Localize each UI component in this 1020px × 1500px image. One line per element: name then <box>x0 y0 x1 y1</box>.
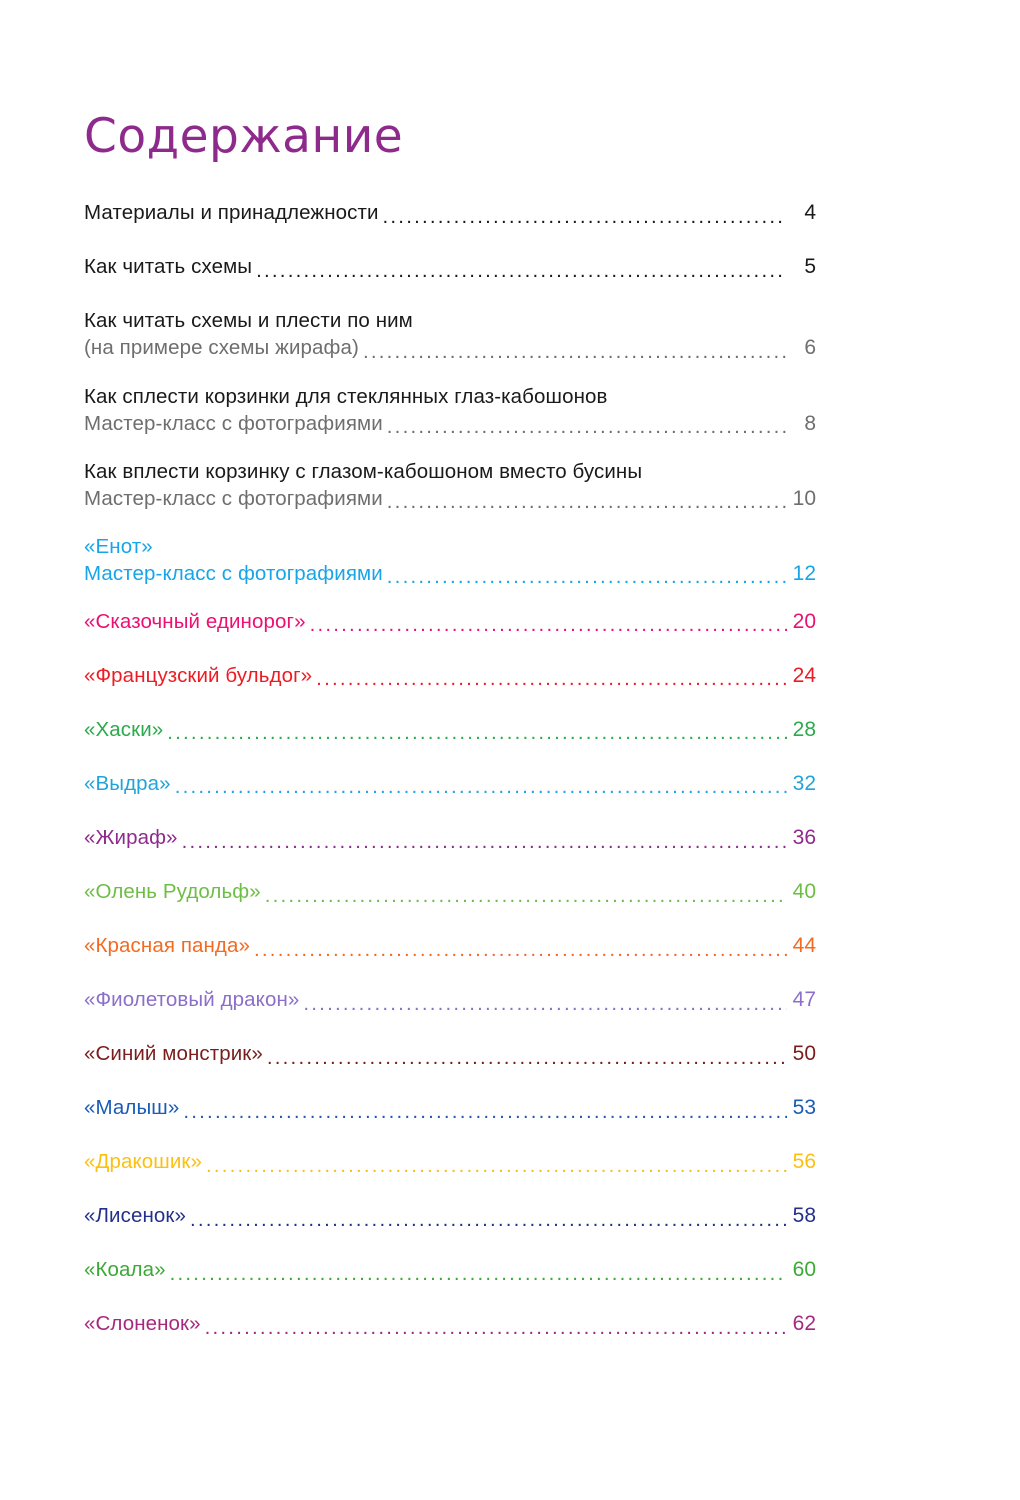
toc-entry-heading: Материалы и принадлежности <box>84 201 379 225</box>
toc-page-number: 10 <box>792 486 816 510</box>
toc-entry-line[interactable] <box>84 253 816 280</box>
toc-entry-line[interactable] <box>84 560 816 587</box>
leader-dots <box>310 619 787 635</box>
toc-entry-heading: «Фиолетовый дракон» <box>84 988 300 1012</box>
leader-dots <box>387 571 787 587</box>
leader-dots <box>182 835 787 851</box>
toc-entry-subtitle: Мастер-класс с фотографиями <box>84 486 383 510</box>
toc-entry[interactable] <box>84 770 816 797</box>
toc-page-number: 4 <box>804 201 816 225</box>
toc-entry-line[interactable] <box>84 334 816 361</box>
toc-entry-heading: «Хаски» <box>84 717 164 741</box>
toc-entry[interactable] <box>84 533 816 587</box>
toc-entry-heading: «Жираф» <box>84 826 178 849</box>
toc-entry[interactable] <box>84 932 816 959</box>
toc-entry[interactable] <box>84 253 816 280</box>
toc-entry-heading: «Олень Рудольф» <box>84 880 261 904</box>
toc-entry-heading: «Лисенок» <box>84 1204 186 1228</box>
table-of-contents <box>84 109 816 1364</box>
toc-entry-line[interactable] <box>84 1202 816 1229</box>
toc-page-number: 60 <box>792 1258 816 1282</box>
toc-entry[interactable] <box>84 458 816 512</box>
toc-page-number: 24 <box>792 663 816 687</box>
toc-entry-line[interactable] <box>84 662 816 689</box>
toc-page-number: 62 <box>792 1312 816 1336</box>
toc-entry[interactable] <box>84 1256 816 1283</box>
toc-entry[interactable] <box>84 986 816 1013</box>
page-title: Содержание <box>84 109 404 164</box>
toc-entry-subtitle: (на примере схемы жирафа) <box>84 336 359 360</box>
toc-entry[interactable] <box>84 383 816 437</box>
toc-page-number: 8 <box>804 411 816 435</box>
toc-entry-line[interactable] <box>84 824 816 851</box>
toc-entry[interactable] <box>84 1310 816 1337</box>
toc-entry-heading: «Енот» <box>84 534 153 558</box>
toc-entry-heading: Как сплести корзинки для стеклянных глаз-кабошонов <box>84 384 608 408</box>
toc-entry-heading: «Сказочный единорог» <box>84 609 306 633</box>
leader-dots <box>303 997 787 1013</box>
leader-dots <box>256 264 787 280</box>
toc-entry-heading: Как читать схемы <box>84 255 253 279</box>
toc-page-number: 36 <box>792 826 816 849</box>
toc-entry[interactable] <box>84 307 816 361</box>
toc-page-number: 20 <box>792 609 816 633</box>
toc-entry[interactable] <box>84 199 816 226</box>
leader-dots <box>175 781 787 797</box>
toc-entry-line[interactable] <box>84 932 816 959</box>
leader-dots <box>170 1267 787 1283</box>
toc-entry-heading: Как читать схемы и плести по ним <box>84 309 413 333</box>
toc-entry-line[interactable] <box>84 770 816 797</box>
toc-page-number: 28 <box>792 717 816 741</box>
toc-entry-line[interactable] <box>84 485 816 512</box>
toc-entry-line[interactable] <box>84 986 816 1013</box>
leader-dots <box>183 1105 787 1121</box>
toc-entry-heading: «Синий монстрик» <box>84 1042 263 1066</box>
toc-page-number: 56 <box>792 1150 816 1174</box>
toc-page-number: 58 <box>792 1204 816 1228</box>
leader-dots <box>206 1159 787 1175</box>
toc-page-number: 44 <box>792 934 816 958</box>
toc-page-number: 32 <box>792 771 816 795</box>
toc-entry[interactable] <box>84 878 816 905</box>
leader-dots <box>387 421 787 437</box>
toc-entry[interactable] <box>84 716 816 743</box>
toc-entry-heading: «Малыш» <box>84 1096 180 1120</box>
toc-entry-heading: Как вплести корзинку с глазом-кабошоном вместо бусины <box>84 459 643 483</box>
toc-page-number: 53 <box>792 1096 816 1120</box>
toc-page-number: 40 <box>792 880 816 904</box>
toc-entry-subtitle: Мастер-класс с фотографиями <box>84 411 383 435</box>
toc-entry-line[interactable] <box>84 878 816 905</box>
leader-dots <box>387 496 787 512</box>
toc-entry[interactable] <box>84 608 816 635</box>
toc-entry[interactable] <box>84 1202 816 1229</box>
leader-dots <box>254 943 787 959</box>
toc-entry-line[interactable] <box>84 716 816 743</box>
toc-entry-line[interactable] <box>84 1310 816 1337</box>
toc-page-number: 12 <box>792 561 816 585</box>
leader-dots <box>205 1321 787 1337</box>
toc-entry[interactable] <box>84 824 816 851</box>
leader-dots <box>316 673 787 689</box>
toc-entry-line[interactable] <box>84 608 816 635</box>
toc-page-number: 50 <box>792 1042 816 1066</box>
leader-dots <box>190 1213 787 1229</box>
toc-entry[interactable] <box>84 662 816 689</box>
toc-entry-line[interactable] <box>84 199 816 226</box>
toc-entry-subtitle: Мастер-класс с фотографиями <box>84 561 383 585</box>
toc-entry[interactable] <box>84 1094 816 1121</box>
toc-entry-heading: «Французский бульдог» <box>84 663 313 687</box>
leader-dots <box>167 727 787 743</box>
toc-entry-line[interactable] <box>84 1148 816 1175</box>
toc-page-number: 6 <box>804 336 816 360</box>
toc-entry-line[interactable] <box>84 1256 816 1283</box>
toc-entry[interactable] <box>84 1148 816 1175</box>
toc-entry-line[interactable] <box>84 1094 816 1121</box>
toc-page-number: 5 <box>804 255 816 279</box>
toc-entry-heading: «Слоненок» <box>84 1312 201 1336</box>
leader-dots <box>265 889 787 905</box>
toc-entry-line[interactable] <box>84 1040 816 1067</box>
leader-dots <box>267 1051 787 1067</box>
leader-dots <box>383 210 787 226</box>
toc-entry-list <box>84 199 816 1337</box>
toc-entry-line[interactable] <box>84 410 816 437</box>
leader-dots <box>363 346 787 362</box>
toc-page-number: 47 <box>792 988 816 1012</box>
toc-entry-heading: «Дракошик» <box>84 1150 202 1174</box>
toc-entry[interactable] <box>84 1040 816 1067</box>
toc-entry-heading: «Выдра» <box>84 771 171 795</box>
toc-entry-heading: «Красная панда» <box>84 934 251 958</box>
toc-entry-heading: «Коала» <box>84 1258 166 1282</box>
